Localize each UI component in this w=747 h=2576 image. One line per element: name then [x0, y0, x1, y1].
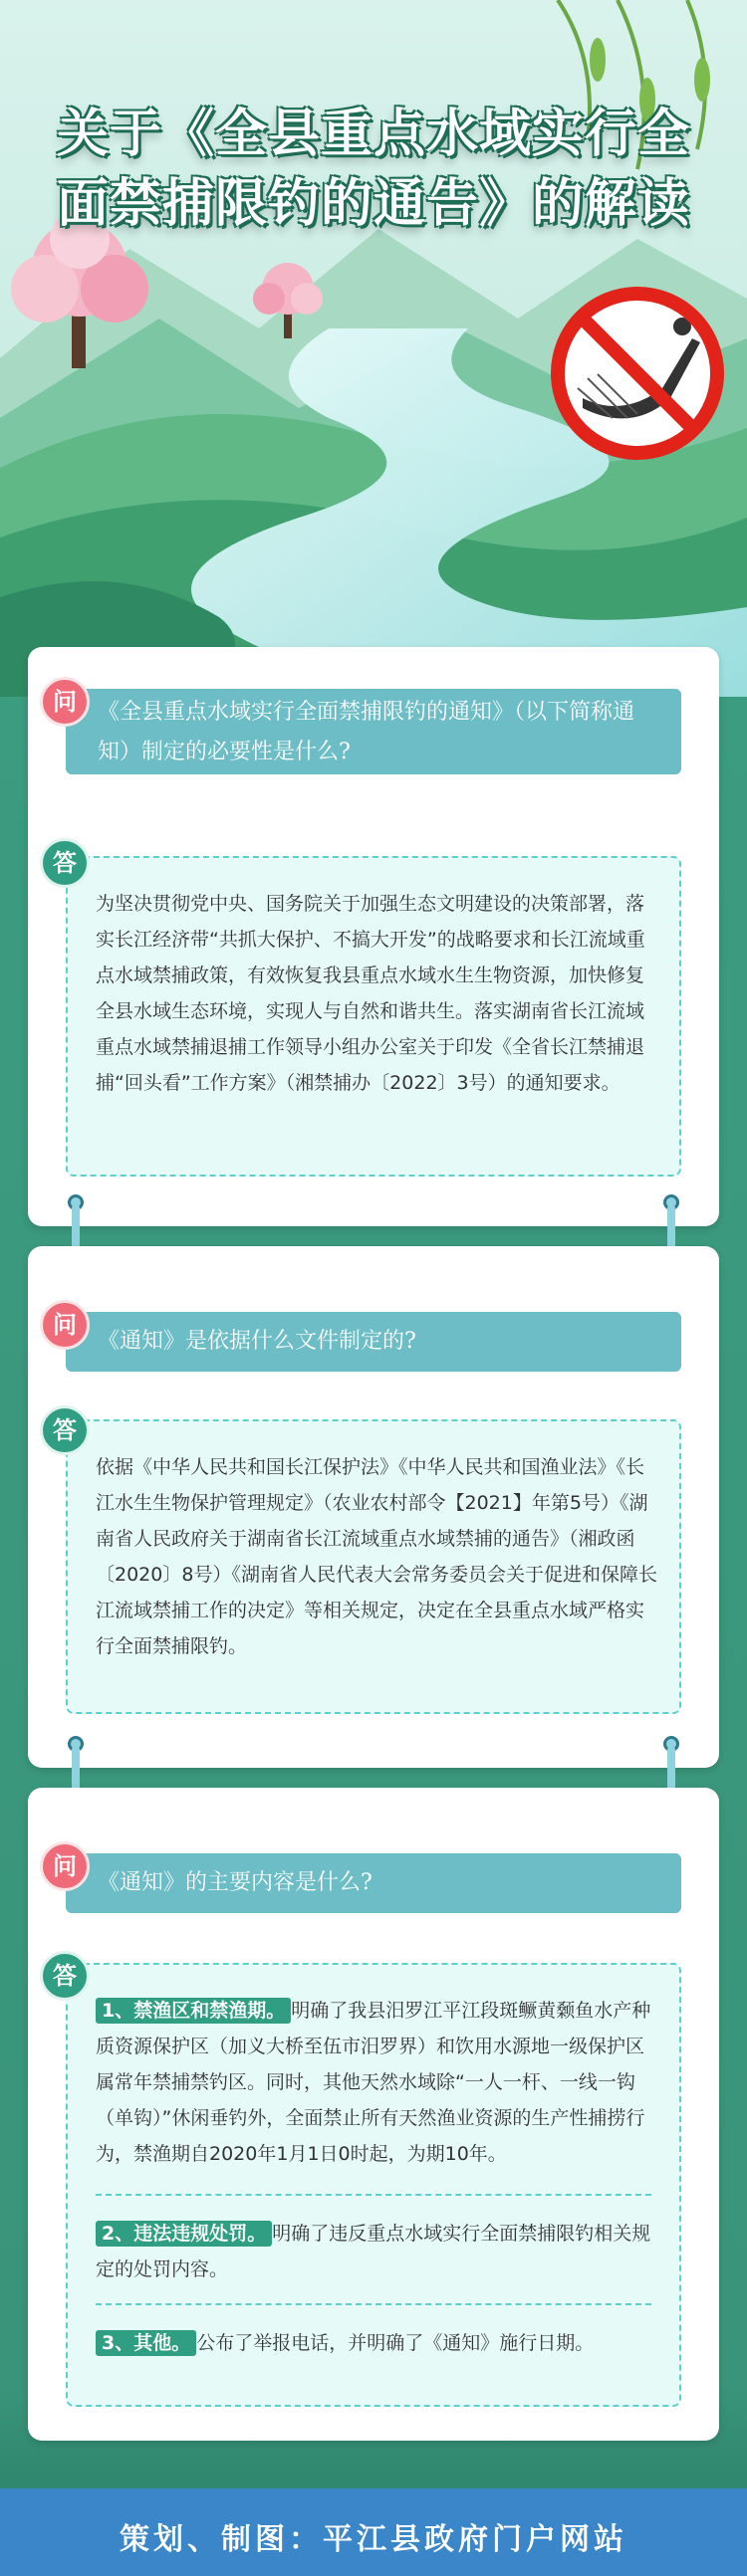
- answer-item-heading: 1、禁渔区和禁渔期。: [96, 1998, 291, 2024]
- page-title-line-2: 面禁捕限钓的通告》的解读: [56, 174, 690, 234]
- answer-badge: 答: [40, 1405, 90, 1455]
- question-bar: [66, 1312, 681, 1372]
- answer-box: [66, 1419, 681, 1714]
- hero-illustration: [0, 0, 747, 697]
- answer-box: [66, 1963, 681, 2407]
- qa-card-2: [28, 1246, 719, 1768]
- answer-item-3: [96, 2325, 657, 2361]
- footer-credit: 策划、制图：平江县政府门户网站: [120, 2522, 627, 2557]
- answer-item-1: [96, 1993, 657, 2172]
- answer-item-body: 公布了举报电话，并明确了《通知》施行日期。: [196, 2332, 595, 2354]
- question-badge: 问: [40, 1841, 90, 1891]
- answer-badge: 答: [40, 838, 90, 888]
- answer-item-body: 明确了我县汨罗江平江段斑鳜黄颡鱼水产种质资源保护区（加义大桥至伍市汨罗界）和饮用水源地一级保护区属常年禁捕禁钓区。同时，其他天然水域除“一人一杆、一线一钩（单钩）”休闲垂钓外，全面禁止所有天然渔业资源的生产性捕捞行为，禁渔期自2020年1月1日0时起，为期10年。: [96, 2000, 651, 2165]
- footer: [0, 2488, 747, 2576]
- no-fishing-icon: [543, 279, 732, 468]
- answer-item-body: 明确了违反重点水域实行全面禁捕限钓相关规定的处罚内容。: [96, 2223, 651, 2280]
- question-badge: 问: [40, 1300, 90, 1350]
- answer-text: 为坚决贯彻党中央、国务院关于加强生态文明建设的决策部署，落实长江经济带“共抓大保护、不搞大开发”的战略要求和长江流域重点水域禁捕政策，有效恢复我县重点水域水生生物资源，加快修复全县水域生态环境，实现人与自然和谐共生。落实湖南省长江流域重点水域禁捕退捕工作领导小组办公室关于印发《全省长江禁捕退捕“回头看”工作方案》（湘禁捕办〔2022〕3号）的通知要求。: [96, 893, 645, 1094]
- question-bar: [66, 689, 681, 774]
- question-bar: [66, 1853, 681, 1913]
- question-badge: 问: [40, 677, 90, 727]
- qa-card-1: [28, 647, 719, 1226]
- answer-badge: 答: [40, 1951, 90, 2001]
- divider: [96, 2194, 651, 2196]
- answer-item-heading: 3、其他。: [96, 2330, 196, 2356]
- answer-item-heading: 2、违法违规处罚。: [96, 2221, 272, 2247]
- answer-text: 依据《中华人民共和国长江保护法》《中华人民共和国渔业法》《长江水生生物保护管理规定》（农业农村部令【2021】年第5号）《湖南省人民政府关于湖南省长江流域重点水域禁捕的通告》（湘政函〔2020〕8号）《湖南省人民代表大会常务委员会关于促进和保障长江流域禁捕工作的决定》等相关规定，决定在全县重点水域严格实行全面禁捕限钓。: [96, 1456, 657, 1657]
- question-text: 《通知》是依据什么文件制定的?: [98, 1329, 416, 1354]
- answer-item-2: [96, 2216, 657, 2287]
- divider: [96, 2303, 651, 2305]
- question-text: 《通知》的主要内容是什么?: [98, 1870, 373, 1895]
- question-text: 《全县重点水域实行全面禁捕限钓的通知》（以下简称通知）制定的必要性是什么?: [98, 700, 635, 764]
- answer-box: [66, 856, 681, 1177]
- qa-card-3: [28, 1788, 719, 2441]
- page-title-line-1: 关于《全县重点水域实行全: [56, 105, 690, 164]
